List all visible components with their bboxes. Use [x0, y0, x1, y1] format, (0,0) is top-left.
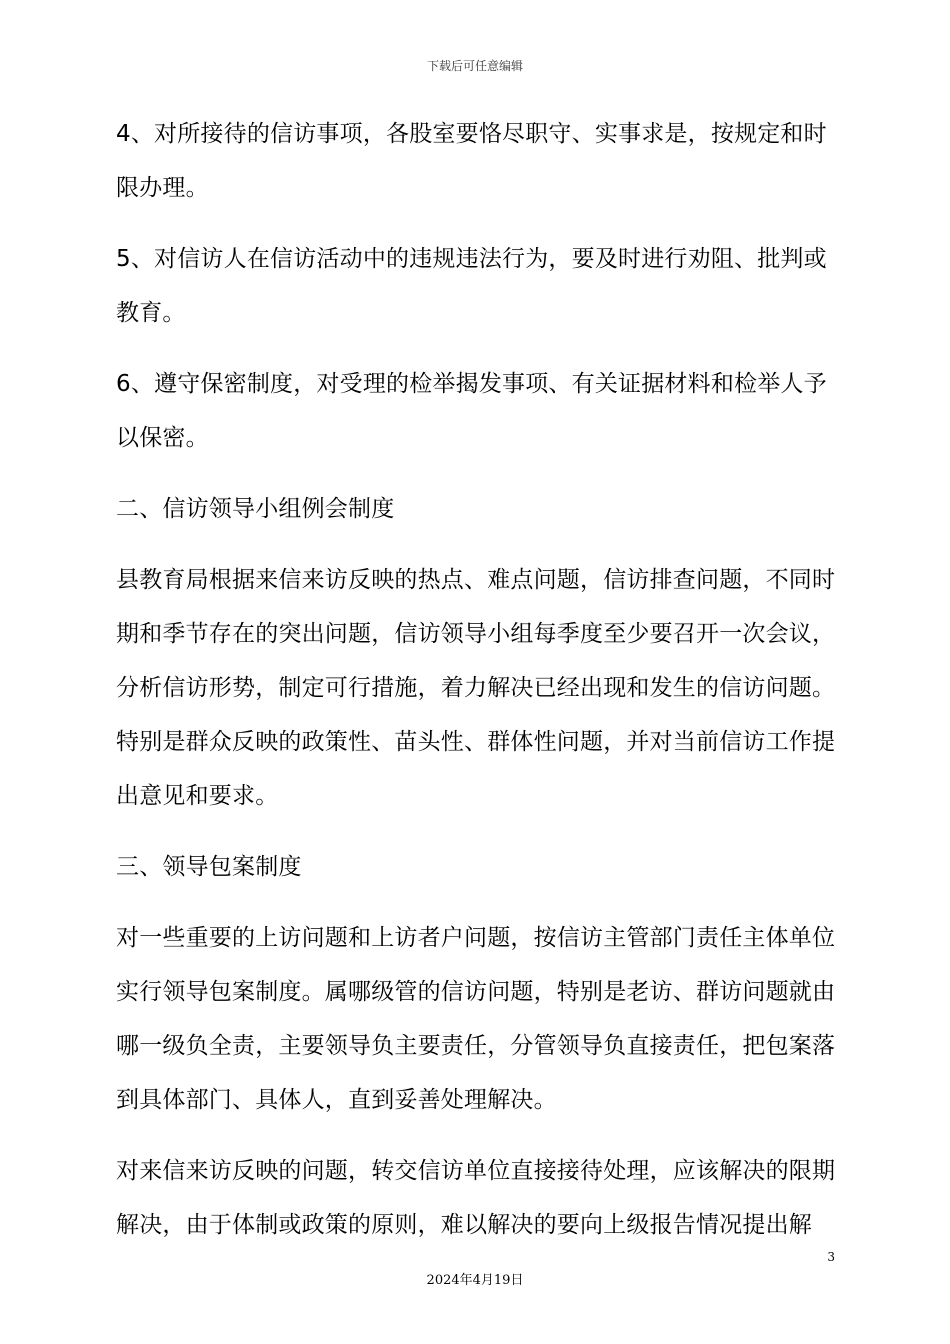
paragraph-item-6: 6、遵守保密制度，对受理的检举揭发事项、有关证据材料和检举人予以保密。 — [116, 371, 827, 451]
footer-date: 2024年4月19日 — [426, 1273, 524, 1288]
paragraph-item-5: 5、对信访人在信访活动中的违规违法行为，要及时进行劝阻、批判或教育。 — [116, 246, 827, 326]
document-body — [116, 107, 840, 1269]
section-heading-2: 二、信访领导小组例会制度 — [116, 496, 395, 522]
header-note: 下载后可任意编辑 — [426, 59, 523, 73]
paragraph-meeting-system: 县教育局根据来信来访反映的热点、难点问题，信访排查问题，不同时期和季节存在的突出问题，信访领导小组每季度至少要召开一次会议，分析信访形势，制定可行措施，着力解决已经出现和发生的信访问题。特别是群众反映的政策性、苗头性、群体性问题，并对当前信访工作提出意见和要求。 — [116, 567, 836, 809]
section-heading-3: 三、领导包案制度 — [116, 854, 302, 880]
paragraph-letter-handling: 对来信来访反映的问题，转交信访单位直接接待处理，应该解决的限期解决，由于体制或政策的原则，难以解决的要向上级报告情况提出解 — [116, 1158, 836, 1238]
paragraph-case-responsibility: 对一些重要的上访问题和上访者户问题，按信访主管部门责任主体单位实行领导包案制度。属哪级管的信访问题，特别是老访、群访问题就由哪一级负全责，主要领导负主要责任，分管领导负直接责任，把包案落到具体部门、具体人，直到妥善处理解决。 — [116, 925, 836, 1113]
page-number: 3 — [827, 1250, 835, 1264]
paragraph-item-4: 4、对所接待的信访事项，各股室要恪尽职守、实事求是，按规定和时限办理。 — [116, 121, 827, 201]
